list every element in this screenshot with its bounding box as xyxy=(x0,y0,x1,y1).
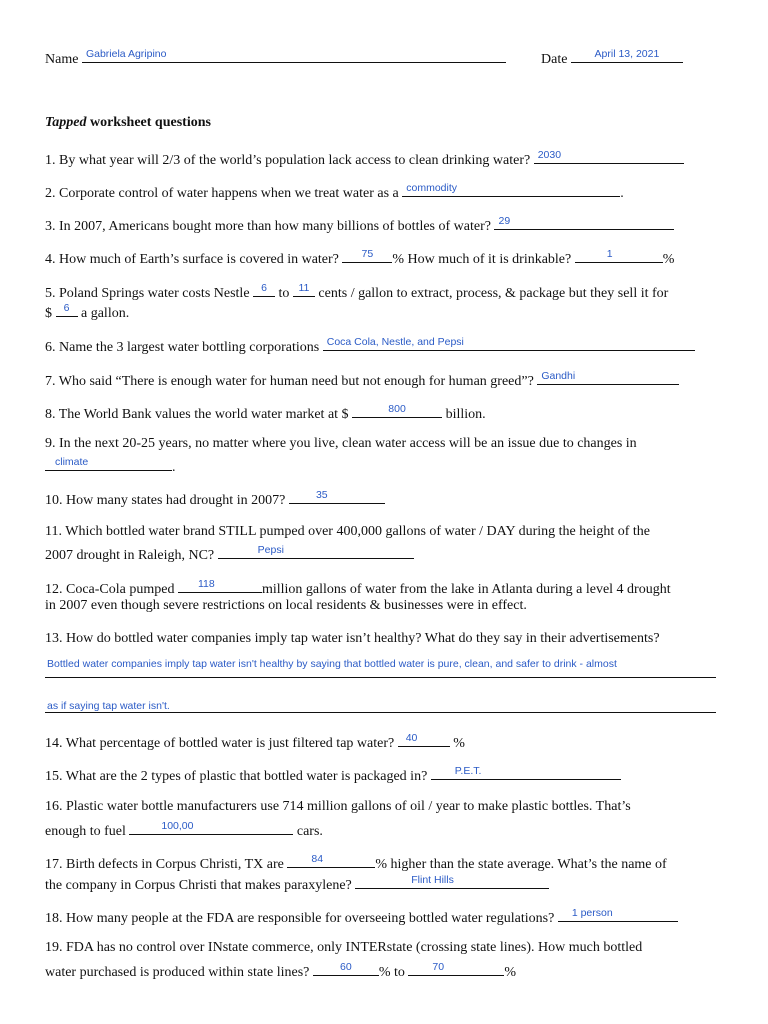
question-14 xyxy=(45,732,465,752)
question-13 xyxy=(45,631,660,647)
answer-text: Coca Cola, Nestle, and Pepsi xyxy=(326,336,464,348)
answer-text: 800 xyxy=(388,403,406,415)
answer-text: commodity xyxy=(406,182,458,194)
question-text: 17. Birth defects in Corpus Christi, TX are xyxy=(45,857,284,872)
answer-field-surface[interactable] xyxy=(342,248,392,263)
question-text-end: % xyxy=(453,736,465,751)
answer-text: Pepsi xyxy=(257,544,284,556)
question-2 xyxy=(45,182,624,202)
question-text: 9. In the next 20-25 years, no matter where you live, clean water access will be an issue due to changes in xyxy=(45,436,637,451)
question-text: 2. Corporate control of water happens when we treat water as a xyxy=(45,186,399,201)
answer-text: 70 xyxy=(432,961,445,973)
question-text: 8. The World Bank values the world water market at $ xyxy=(45,407,349,422)
question-text: % higher than the state average. What’s the name of xyxy=(375,857,667,872)
name-label: Name xyxy=(45,52,79,67)
question-text: in 2007 even though severe restrictions on local residents & businesses were in effect. xyxy=(45,598,527,613)
question-text: million gallons of water from the lake in Atlanta during a level 4 drought xyxy=(261,582,671,597)
answer-text: 35 xyxy=(315,489,328,501)
question-text: 14. What percentage of bottled water is just filtered tap water? xyxy=(45,736,395,751)
worksheet-title xyxy=(45,115,211,131)
answer-text: 1 xyxy=(606,248,613,260)
title-italic: Tapped xyxy=(45,115,87,130)
answer-text: 60 xyxy=(340,961,352,973)
question-text: enough to fuel xyxy=(45,824,126,839)
question-4 xyxy=(45,248,674,268)
answer-field-cost-low[interactable] xyxy=(253,282,275,297)
question-text: 16. Plastic water bottle manufacturers use 714 million gallons of oil / year to make plastic bottles. That’s xyxy=(45,799,631,814)
date-field[interactable] xyxy=(571,48,683,63)
question-15 xyxy=(45,765,621,785)
date-label: Date xyxy=(541,52,568,67)
question-text: % to xyxy=(378,965,405,980)
answer-text: 29 xyxy=(498,215,511,227)
question-9 xyxy=(45,436,637,452)
question-19 xyxy=(45,940,642,956)
question-text: 7. Who said “There is enough water for human need but not enough for human greed”? xyxy=(45,374,534,389)
question-19-cont xyxy=(45,961,516,981)
answer-field[interactable] xyxy=(45,456,172,471)
answer-text: 1 person xyxy=(571,907,613,919)
question-1 xyxy=(45,149,684,169)
question-5-cont xyxy=(45,302,129,322)
question-17 xyxy=(45,853,667,873)
answer-text: P.E.T. xyxy=(454,765,482,777)
question-12 xyxy=(45,578,671,598)
question-text: 4. How much of Earth’s surface is covered in water? xyxy=(45,252,339,267)
question-text: cars. xyxy=(296,824,323,839)
question-5 xyxy=(45,282,668,302)
question-text: to xyxy=(278,286,290,301)
answer-text: 75 xyxy=(361,248,374,260)
answer-field[interactable] xyxy=(218,544,414,559)
question-18 xyxy=(45,907,678,927)
date-row xyxy=(541,48,683,68)
question-text: 10. How many states had drought in 2007? xyxy=(45,493,286,508)
answer-field[interactable] xyxy=(558,907,678,922)
question-17-cont xyxy=(45,874,549,894)
question-6 xyxy=(45,336,695,356)
question-text: 3. In 2007, Americans bought more than how many billions of bottles of water? xyxy=(45,219,491,234)
answer-text: 100,00 xyxy=(161,820,194,832)
answer-field-high[interactable] xyxy=(408,961,504,976)
question-text: $ xyxy=(45,306,52,321)
answer-field[interactable] xyxy=(289,489,385,504)
question-text: 12. Coca-Cola pumped xyxy=(45,582,175,597)
answer-rule-1[interactable] xyxy=(45,677,716,678)
question-11 xyxy=(45,524,650,540)
question-text: 1. By what year will 2/3 of the world’s population lack access to clean drinking water? xyxy=(45,153,531,168)
answer-text-line-1: Bottled water companies imply tap water isn't healthy by saying that bottled water is pure, clean, and safer to drink - almost xyxy=(47,658,617,670)
question-text: % xyxy=(504,965,517,980)
answer-text: Flint Hills xyxy=(411,874,454,886)
answer-rule-2[interactable] xyxy=(45,712,716,713)
answer-text: 84 xyxy=(311,853,324,865)
answer-field[interactable] xyxy=(352,403,442,418)
question-text: billion. xyxy=(445,407,486,422)
question-text: water purchased is produced within state lines? xyxy=(45,965,310,980)
name-field[interactable] xyxy=(82,48,506,63)
answer-field[interactable] xyxy=(398,732,450,747)
answer-field[interactable] xyxy=(494,215,674,230)
question-text: 5. Poland Springs water costs Nestle xyxy=(45,286,250,301)
answer-text: 11 xyxy=(298,282,310,294)
question-16 xyxy=(45,799,631,815)
date-value: April 13, 2021 xyxy=(594,48,660,60)
question-text: 13. How do bottled water companies imply tap water isn’t healthy? What do they say in their advertisements? xyxy=(45,631,660,646)
answer-field[interactable] xyxy=(402,182,620,197)
question-text-end: . xyxy=(620,186,624,201)
answer-field-percent[interactable] xyxy=(287,853,375,868)
answer-field-cost-high[interactable] xyxy=(293,282,315,297)
question-text: 18. How many people at the FDA are responsible for overseeing bottled water regulations? xyxy=(45,911,555,926)
answer-field[interactable] xyxy=(534,149,684,164)
question-8 xyxy=(45,403,486,423)
title-rest: worksheet questions xyxy=(86,115,211,130)
answer-text: 6 xyxy=(63,302,70,314)
question-text: the company in Corpus Christi that makes paraxylene? xyxy=(45,878,352,893)
question-text: % xyxy=(662,252,675,267)
answer-field[interactable] xyxy=(129,820,293,835)
question-text: 6. Name the 3 largest water bottling corporations xyxy=(45,340,320,355)
answer-text: climate xyxy=(55,456,89,468)
question-3 xyxy=(45,215,674,235)
answer-text: 2030 xyxy=(537,149,562,161)
answer-field-low[interactable] xyxy=(313,961,379,976)
question-text-end: . xyxy=(172,460,176,475)
question-text: cents / gallon to extract, process, & package but they sell it for xyxy=(318,286,669,301)
question-7 xyxy=(45,370,679,390)
question-text: a gallon. xyxy=(81,306,130,321)
answer-field-drinkable[interactable] xyxy=(575,248,663,263)
answer-field-price[interactable] xyxy=(56,302,78,317)
question-10 xyxy=(45,489,385,509)
question-text: 15. What are the 2 types of plastic that bottled water is packaged in? xyxy=(45,769,428,784)
name-value: Gabriela Agripino xyxy=(85,48,167,60)
answer-text-line-2: as if saying tap water isn't. xyxy=(47,700,170,712)
question-9-cont xyxy=(45,456,176,476)
answer-text: 40 xyxy=(405,732,418,744)
answer-field[interactable] xyxy=(178,578,262,593)
question-12-cont xyxy=(45,598,527,614)
question-text: % How much of it is drinkable? xyxy=(392,252,572,267)
question-text: 11. Which bottled water brand STILL pumped over 400,000 gallons of water / DAY during the height of the xyxy=(45,524,650,539)
question-16-cont xyxy=(45,820,323,840)
name-row xyxy=(45,48,506,68)
answer-text: 6 xyxy=(261,282,267,294)
question-text: 19. FDA has no control over INstate commerce, only INTERstate (crossing state lines). How much bottled xyxy=(45,940,643,955)
answer-text: Gandhi xyxy=(541,370,576,382)
answer-field[interactable] xyxy=(537,370,679,385)
answer-field[interactable] xyxy=(431,765,621,780)
question-11-cont xyxy=(45,544,414,564)
answer-text: 118 xyxy=(197,578,215,590)
question-text: 2007 drought in Raleigh, NC? xyxy=(45,548,215,563)
answer-field[interactable] xyxy=(323,336,695,351)
answer-field-company[interactable] xyxy=(355,874,549,889)
